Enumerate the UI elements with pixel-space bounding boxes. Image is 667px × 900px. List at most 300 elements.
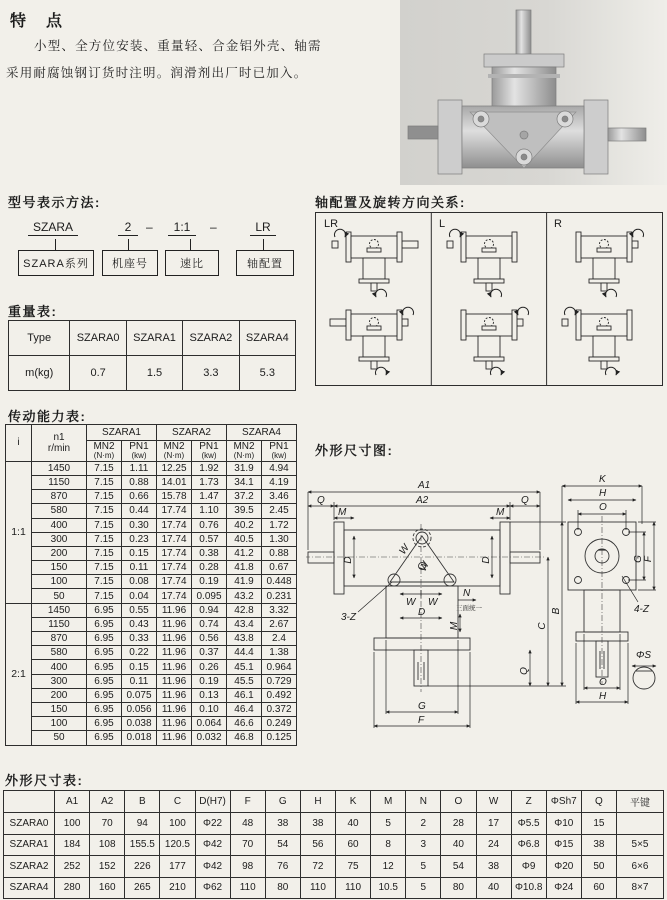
capacity-cell: 17.74 xyxy=(157,504,192,518)
capacity-cell: 0.492 xyxy=(262,688,297,702)
capacity-row xyxy=(6,518,297,532)
capacity-cell: 42.8 xyxy=(227,603,262,617)
capacity-cell: 17.74 xyxy=(157,561,192,575)
capacity-cell: 0.11 xyxy=(122,674,157,688)
outline-drawing-title: 外形尺寸图: xyxy=(315,443,394,458)
capacity-cell: 200 xyxy=(32,546,87,560)
model-box-series: SZARA系列 xyxy=(18,250,94,276)
capacity-cell: 11.96 xyxy=(157,646,192,660)
capacity-cell: 31.9 xyxy=(227,461,262,475)
weight-row-label: m(kg) xyxy=(9,356,70,391)
capacity-cell: 0.038 xyxy=(122,717,157,731)
dimension-header: Q xyxy=(581,791,616,813)
capacity-cell: 11.96 xyxy=(157,731,192,745)
dimension-cell: 17 xyxy=(476,813,511,835)
dimension-cell: 108 xyxy=(90,834,125,856)
capacity-row xyxy=(6,504,297,518)
dimension-cell: 40 xyxy=(441,834,476,856)
dimension-cell: Φ20 xyxy=(546,856,581,878)
dimension-header-row xyxy=(4,791,664,813)
dimension-cell: Φ10 xyxy=(546,813,581,835)
dimension-cell: 6×6 xyxy=(617,856,664,878)
capacity-cell: 7.15 xyxy=(87,504,122,518)
dimension-cell: Φ5.5 xyxy=(511,813,546,835)
capacity-cell: 46.4 xyxy=(227,702,262,716)
weight-header: Type xyxy=(9,321,70,356)
svg-text:M: M xyxy=(338,507,347,518)
dimension-cell: 38 xyxy=(581,834,616,856)
capacity-cell: 7.15 xyxy=(87,546,122,560)
dimension-cell: 40 xyxy=(476,877,511,899)
capacity-cell: 6.95 xyxy=(87,632,122,646)
dimension-cell: 5×5 xyxy=(617,834,664,856)
dimension-header: ΦSh7 xyxy=(546,791,581,813)
n1-unit: r/min xyxy=(47,442,71,454)
model-designation-title: 型号表示方法: xyxy=(8,195,101,210)
capacity-cell: 0.38 xyxy=(192,546,227,560)
capacity-cell: 1.30 xyxy=(262,532,297,546)
svg-text:D: D xyxy=(343,556,354,564)
dimension-cell: Φ15 xyxy=(546,834,581,856)
capacity-cell: 0.249 xyxy=(262,717,297,731)
model-code-ratio: 1:1 xyxy=(168,220,196,236)
capacity-cell: 300 xyxy=(32,532,87,546)
capacity-cell: 150 xyxy=(32,561,87,575)
panel-label-lr: LR xyxy=(324,218,339,230)
dimension-cell: SZARA1 xyxy=(4,834,55,856)
capacity-cell: 0.729 xyxy=(262,674,297,688)
model-code-dash2: – xyxy=(210,220,217,234)
capacity-cell: 400 xyxy=(32,518,87,532)
dimension-cell: SZARA4 xyxy=(4,877,55,899)
capacity-row xyxy=(6,532,297,546)
capacity-cell: 7.15 xyxy=(87,518,122,532)
capacity-row xyxy=(6,702,297,716)
svg-text:ΦS: ΦS xyxy=(636,650,652,661)
torque-header: MN2 (N·m) xyxy=(87,441,122,462)
capacity-cell: 0.19 xyxy=(192,674,227,688)
model-designation-diagram xyxy=(10,212,305,292)
capacity-cell: 0.30 xyxy=(122,518,157,532)
capacity-cell: 1.92 xyxy=(192,461,227,475)
dimension-cell: 40 xyxy=(336,813,371,835)
capacity-cell: 40.2 xyxy=(227,518,262,532)
capacity-model-szara1: SZARA1 xyxy=(87,425,157,441)
svg-text:W: W xyxy=(397,542,412,557)
capacity-cell: 0.23 xyxy=(122,532,157,546)
capacity-row xyxy=(6,617,297,631)
svg-text:A2: A2 xyxy=(416,495,429,506)
svg-text:Q: Q xyxy=(521,495,529,506)
capacity-cell: 50 xyxy=(32,589,87,603)
weight-table-title: 重量表: xyxy=(8,304,58,319)
svg-text:F: F xyxy=(643,555,654,563)
capacity-cell: 0.448 xyxy=(262,575,297,589)
front-view-labels xyxy=(317,480,562,726)
capacity-cell: 870 xyxy=(32,490,87,504)
dimension-cell: Φ6.8 xyxy=(511,834,546,856)
capacity-cell: 1.47 xyxy=(192,490,227,504)
capacity-cell: 0.04 xyxy=(122,589,157,603)
dimension-header: A1 xyxy=(55,791,90,813)
capacity-cell: 0.231 xyxy=(262,589,297,603)
dimension-cell: 2 xyxy=(406,813,441,835)
capacity-model-szara2: SZARA2 xyxy=(157,425,227,441)
torque-header: MN2 (N·m) xyxy=(157,441,192,462)
dimension-cell: 60 xyxy=(581,877,616,899)
dimension-table-body xyxy=(4,813,664,899)
capacity-table xyxy=(5,424,297,746)
capacity-cell: 6.95 xyxy=(87,603,122,617)
svg-text:H: H xyxy=(599,691,607,702)
weight-value: 0.7 xyxy=(70,356,126,391)
capacity-cell: 17.74 xyxy=(157,575,192,589)
dimension-cell: Φ10.8 xyxy=(511,877,546,899)
capacity-cell: 11.96 xyxy=(157,674,192,688)
dimension-cell: 50 xyxy=(581,856,616,878)
capacity-cell: 2.4 xyxy=(262,632,297,646)
capacity-model-szara4: SZARA4 xyxy=(227,425,297,441)
ratio-cell: 2:1 xyxy=(6,603,32,745)
capacity-cell: 11.96 xyxy=(157,603,192,617)
dimension-header: M xyxy=(371,791,406,813)
dimension-cell: 152 xyxy=(90,856,125,878)
capacity-cell: 0.55 xyxy=(122,603,157,617)
dimension-cell: Φ9 xyxy=(511,856,546,878)
svg-text:W: W xyxy=(428,597,438,608)
capacity-cell: 0.56 xyxy=(192,632,227,646)
weight-header: SZARA0 xyxy=(70,321,126,356)
capacity-row xyxy=(6,561,297,575)
svg-text:W: W xyxy=(406,597,416,608)
dimension-cell: 120.5 xyxy=(160,834,195,856)
model-code-dash1: – xyxy=(146,220,153,234)
dimension-cell: 100 xyxy=(160,813,195,835)
capacity-cell: 1.73 xyxy=(192,475,227,489)
dimension-cell: 184 xyxy=(55,834,90,856)
dimension-cell: 38 xyxy=(300,813,335,835)
dimension-header: 平键 xyxy=(617,791,664,813)
svg-text:M: M xyxy=(449,621,460,631)
dimension-cell: 210 xyxy=(160,877,195,899)
svg-text:C: C xyxy=(537,622,548,630)
capacity-cell: 41.2 xyxy=(227,546,262,560)
dimension-cell: 38 xyxy=(265,813,300,835)
capacity-cell: 7.15 xyxy=(87,461,122,475)
dimension-cell: 72 xyxy=(300,856,335,878)
capacity-cell: 17.74 xyxy=(157,518,192,532)
weight-value: 1.5 xyxy=(126,356,182,391)
dimension-cell: Φ42 xyxy=(195,834,230,856)
svg-text:F: F xyxy=(418,715,425,726)
capacity-table-title: 传动能力表: xyxy=(8,409,87,424)
dimension-cell: 252 xyxy=(55,856,90,878)
features-text-line1: 小型、全方位安装、重量轻、合金铝外壳、轴需 xyxy=(34,39,322,53)
capacity-cell: 0.57 xyxy=(192,532,227,546)
capacity-row xyxy=(6,660,297,674)
capacity-cell: 0.74 xyxy=(192,617,227,631)
capacity-cell: 17.74 xyxy=(157,532,192,546)
dimension-cell: 76 xyxy=(265,856,300,878)
weight-header: SZARA1 xyxy=(126,321,182,356)
capacity-cell: 0.88 xyxy=(122,475,157,489)
dimension-cell: 70 xyxy=(230,834,265,856)
product-photo xyxy=(400,0,667,185)
dimension-header: B xyxy=(125,791,160,813)
capacity-cell: 50 xyxy=(32,731,87,745)
dimension-table-title: 外形尺寸表: xyxy=(5,773,84,788)
dimension-cell: 110 xyxy=(300,877,335,899)
dimension-cell: 155.5 xyxy=(125,834,160,856)
svg-text:G: G xyxy=(633,555,644,563)
capacity-cell: 11.96 xyxy=(157,617,192,631)
power-header: PN1 (kw) xyxy=(122,441,157,462)
capacity-row xyxy=(6,575,297,589)
capacity-cell: 7.15 xyxy=(87,589,122,603)
dimension-cell: 226 xyxy=(125,856,160,878)
capacity-cell: 0.064 xyxy=(192,717,227,731)
capacity-row xyxy=(6,546,297,560)
capacity-cell: 41.8 xyxy=(227,561,262,575)
dimension-cell: SZARA2 xyxy=(4,856,55,878)
dimension-cell: 100 xyxy=(55,813,90,835)
svg-text:G: G xyxy=(418,701,426,712)
power-header: PN1 (kw) xyxy=(262,441,297,462)
weight-header: SZARA2 xyxy=(183,321,239,356)
weight-table xyxy=(8,320,296,391)
capacity-cell: 1.10 xyxy=(192,504,227,518)
capacity-cell: 40.5 xyxy=(227,532,262,546)
capacity-cell: 0.964 xyxy=(262,660,297,674)
svg-text:W: W xyxy=(417,560,432,574)
capacity-table-body xyxy=(6,461,297,745)
dimension-header: F xyxy=(230,791,265,813)
capacity-cell: 37.2 xyxy=(227,490,262,504)
capacity-cell: 0.08 xyxy=(122,575,157,589)
dimension-cell: 56 xyxy=(300,834,335,856)
capacity-row xyxy=(6,632,297,646)
capacity-cell: 0.88 xyxy=(262,546,297,560)
capacity-cell: 46.8 xyxy=(227,731,262,745)
dimension-cell: 5 xyxy=(406,877,441,899)
capacity-cell: 300 xyxy=(32,674,87,688)
capacity-row xyxy=(6,674,297,688)
capacity-cell: 11.96 xyxy=(157,717,192,731)
dimension-row xyxy=(4,834,664,856)
weight-header: SZARA4 xyxy=(239,321,295,356)
capacity-cell: 400 xyxy=(32,660,87,674)
dimension-cell: Φ42 xyxy=(195,856,230,878)
model-box-config: 轴配置 xyxy=(236,250,294,276)
connector-line xyxy=(263,239,264,250)
dimension-header: A2 xyxy=(90,791,125,813)
dimension-cell: 280 xyxy=(55,877,90,899)
svg-text:H: H xyxy=(599,488,607,499)
capacity-cell: 7.15 xyxy=(87,490,122,504)
capacity-cell: 6.95 xyxy=(87,717,122,731)
model-box-ratio: 速比 xyxy=(165,250,219,276)
dimension-cell: 12 xyxy=(371,856,406,878)
capacity-row xyxy=(6,646,297,660)
capacity-row xyxy=(6,490,297,504)
dimension-header: K xyxy=(336,791,371,813)
connector-line xyxy=(128,239,129,250)
svg-text:B: B xyxy=(551,607,562,615)
capacity-cell: 6.95 xyxy=(87,617,122,631)
dimension-cell: 3 xyxy=(406,834,441,856)
capacity-cell: 0.372 xyxy=(262,702,297,716)
svg-text:3-Z: 3-Z xyxy=(341,612,356,623)
dimension-cell: 8×7 xyxy=(617,877,664,899)
weight-value: 5.3 xyxy=(239,356,295,391)
dimension-header: G xyxy=(265,791,300,813)
n1-label: n1 xyxy=(53,431,65,443)
capacity-cell: 7.15 xyxy=(87,532,122,546)
capacity-cell: 34.1 xyxy=(227,475,262,489)
capacity-cell: 0.095 xyxy=(192,589,227,603)
dimension-row xyxy=(4,856,664,878)
capacity-cell: 870 xyxy=(32,632,87,646)
capacity-cell: 4.19 xyxy=(262,475,297,489)
dimension-header: W xyxy=(476,791,511,813)
capacity-cell: 45.1 xyxy=(227,660,262,674)
dimension-cell: 8 xyxy=(371,834,406,856)
capacity-cell: 0.33 xyxy=(122,632,157,646)
dimension-cell: 5 xyxy=(406,856,441,878)
capacity-cell: 0.15 xyxy=(122,546,157,560)
dimension-cell: 80 xyxy=(265,877,300,899)
capacity-cell: 6.95 xyxy=(87,688,122,702)
panel-label-r: R xyxy=(554,218,562,230)
capacity-cell: 0.032 xyxy=(192,731,227,745)
capacity-cell: 1150 xyxy=(32,475,87,489)
dimension-header: Z xyxy=(511,791,546,813)
capacity-cell: 45.5 xyxy=(227,674,262,688)
dimension-cell: 54 xyxy=(441,856,476,878)
capacity-cell: 14.01 xyxy=(157,475,192,489)
svg-text:M: M xyxy=(496,507,505,518)
dimension-header xyxy=(4,791,55,813)
svg-text:N: N xyxy=(463,588,471,599)
capacity-cell: 7.15 xyxy=(87,575,122,589)
dimension-cell: 177 xyxy=(160,856,195,878)
capacity-cell: 0.76 xyxy=(192,518,227,532)
capacity-cell: 11.96 xyxy=(157,688,192,702)
weight-value: 3.3 xyxy=(183,356,239,391)
weight-value-row xyxy=(9,356,296,391)
dimension-cell: SZARA0 xyxy=(4,813,55,835)
shaft-config-box xyxy=(315,212,663,386)
dimension-cell: 70 xyxy=(90,813,125,835)
capacity-cell: 0.67 xyxy=(262,561,297,575)
dimension-cell: 10.5 xyxy=(371,877,406,899)
capacity-row xyxy=(6,731,297,745)
capacity-cell: 12.25 xyxy=(157,461,192,475)
svg-text:O: O xyxy=(599,502,607,513)
svg-text:D: D xyxy=(481,556,492,564)
panel-label-l: L xyxy=(439,218,446,230)
dimension-cell: 38 xyxy=(476,856,511,878)
capacity-cell: 0.37 xyxy=(192,646,227,660)
capacity-cell: 0.43 xyxy=(122,617,157,631)
dimension-cell: 75 xyxy=(336,856,371,878)
capacity-cell: 3.32 xyxy=(262,603,297,617)
dimension-cell xyxy=(617,813,664,835)
capacity-cell: 0.10 xyxy=(192,702,227,716)
dimension-cell: 24 xyxy=(476,834,511,856)
capacity-cell: 0.075 xyxy=(122,688,157,702)
capacity-cell: 43.8 xyxy=(227,632,262,646)
front-view-outline xyxy=(308,522,540,686)
capacity-row xyxy=(6,461,297,475)
capacity-cell: 0.11 xyxy=(122,561,157,575)
capacity-cell: 6.95 xyxy=(87,660,122,674)
dimension-cell: 15 xyxy=(581,813,616,835)
dimension-cell: 265 xyxy=(125,877,160,899)
capacity-cell: 1450 xyxy=(32,603,87,617)
capacity-cell: 0.44 xyxy=(122,504,157,518)
capacity-row xyxy=(6,717,297,731)
dimension-cell: 54 xyxy=(265,834,300,856)
power-header: PN1 (kw) xyxy=(192,441,227,462)
dimension-cell: 110 xyxy=(336,877,371,899)
capacity-cell: 6.95 xyxy=(87,646,122,660)
dimension-cell: 160 xyxy=(90,877,125,899)
dimension-cell: Φ22 xyxy=(195,813,230,835)
capacity-cell: 6.95 xyxy=(87,731,122,745)
svg-text:Q: Q xyxy=(317,495,325,506)
capacity-header-row1 xyxy=(6,425,297,441)
capacity-row xyxy=(6,589,297,603)
capacity-cell: 1150 xyxy=(32,617,87,631)
capacity-col-i: i xyxy=(6,425,32,462)
shaft-config-diagrams xyxy=(316,213,662,385)
dimension-cell: 110 xyxy=(230,877,265,899)
capacity-cell: 0.056 xyxy=(122,702,157,716)
capacity-cell: 46.1 xyxy=(227,688,262,702)
capacity-cell: 0.26 xyxy=(192,660,227,674)
capacity-cell: 11.96 xyxy=(157,632,192,646)
capacity-cell: 1.72 xyxy=(262,518,297,532)
model-box-size: 机座号 xyxy=(102,250,158,276)
dimension-cell: 94 xyxy=(125,813,160,835)
capacity-cell: 6.95 xyxy=(87,702,122,716)
shaft-section-detail xyxy=(633,667,655,689)
dimension-cell: 98 xyxy=(230,856,265,878)
svg-text:O: O xyxy=(599,677,607,688)
svg-text:Q: Q xyxy=(519,667,530,675)
capacity-cell: 100 xyxy=(32,717,87,731)
features-text-line2: 采用耐腐蚀钢订货时注明。润滑剂出厂时已加入。 xyxy=(6,66,308,80)
weight-header-row xyxy=(9,321,296,356)
shaft-config-title: 轴配置及旋转方向关系: xyxy=(315,195,466,210)
capacity-cell: 39.5 xyxy=(227,504,262,518)
svg-text:三面统一: 三面统一 xyxy=(456,605,482,612)
front-view-dimlines xyxy=(308,492,566,728)
connector-line xyxy=(190,239,191,250)
dimension-row xyxy=(4,813,664,835)
ratio-cell: 1:1 xyxy=(6,461,32,603)
capacity-cell: 0.94 xyxy=(192,603,227,617)
capacity-cell: 43.4 xyxy=(227,617,262,631)
dimension-header: O xyxy=(441,791,476,813)
capacity-cell: 0.22 xyxy=(122,646,157,660)
capacity-cell: 46.6 xyxy=(227,717,262,731)
dimension-header: D(H7) xyxy=(195,791,230,813)
capacity-cell: 0.66 xyxy=(122,490,157,504)
capacity-cell: 6.95 xyxy=(87,674,122,688)
capacity-cell: 7.15 xyxy=(87,561,122,575)
